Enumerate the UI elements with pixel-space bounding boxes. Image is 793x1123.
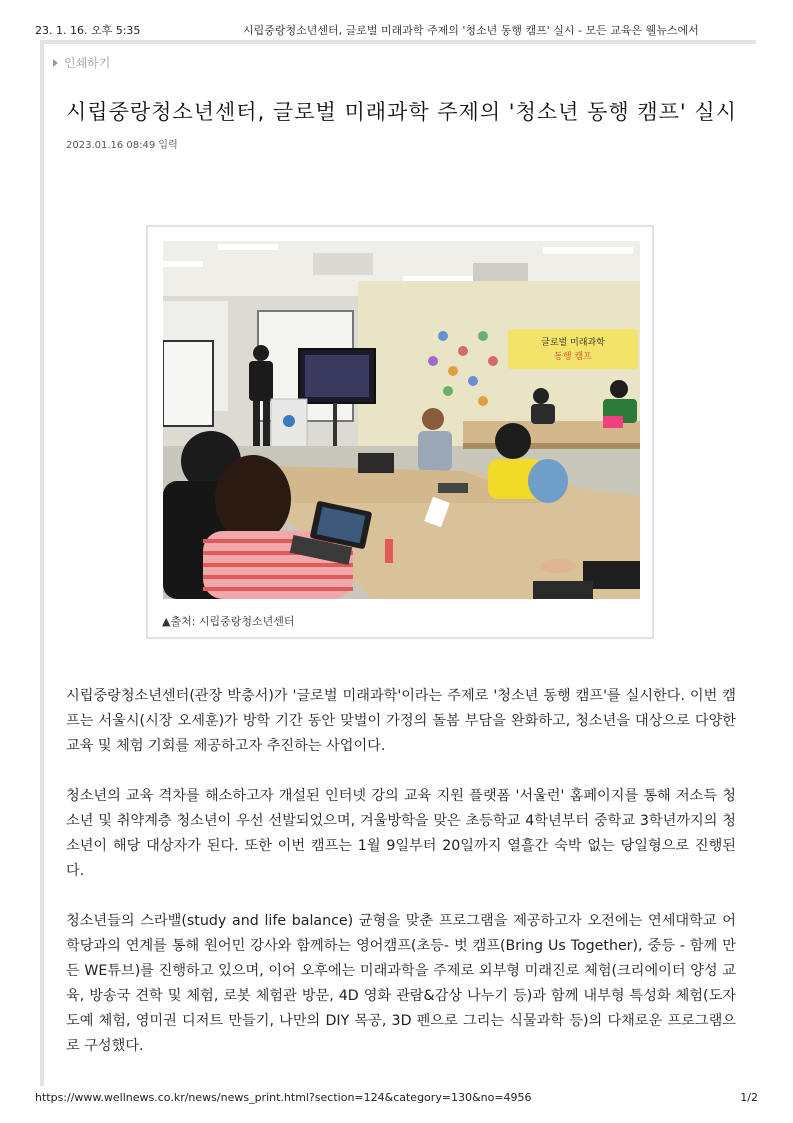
print-header [0,0,793,40]
article-body [66,684,736,1084]
article-title: 시립중랑청소년센터, 글로벌 미래과학 주제의 '청소년 동행 캠프' 실시 [66,100,737,124]
print-doc-title: 시립중랑청소년센터, 글로벌 미래과학 주제의 '청소년 동행 캠프' 실시 - 모든 교육은 웰뉴스에서 [243,24,699,37]
print-button[interactable] [53,54,110,71]
page-number: 1/2 [740,1091,758,1104]
article-photo [163,241,640,599]
photo-box [146,225,654,639]
article-paragraph: 시립중랑청소년센터(관장 박충서)가 '글로벌 미래과학'이라는 주제로 '청소년 동행 캠프'를 실시한다. 이번 캠프는 서울시(시장 오세훈)가 방학 기간 동안 맞벌이 가정의 돌봄 부담을 완화하고, 청소년을 대상으로 다양한 교육 및 체험 기회를 제공하고자 추진하는 사업이다. [66,688,736,754]
photo-caption: ▲출처: 시립중랑청소년센터 [162,615,295,628]
banner-text-1: 글로벌 미래과학 [541,338,605,348]
banner-text-2: 동행 캠프 [554,352,592,362]
article-date: 2023.01.16 08:49 입력 [66,140,178,151]
print-button-label: 인쇄하기 [64,56,111,70]
print-footer [0,1084,793,1123]
triangle-right-icon [53,59,58,67]
article-paragraph: 청소년의 교육 격차를 해소하고자 개설된 인터넷 강의 교육 지원 플랫폼 '서울런' 홈페이지를 통해 저소득 청소년 및 취약계층 청소년이 우선 선발되었으며, 겨울방학을 맞은 초등학교 4학년부터 중학교 3학년까지의 청소년이 해당 대상자가 된다. 또한 이번 캠프는 1월 9일부터 20일까지 열흘간 숙박 없는 당일형으로 진행된다. [66,788,736,879]
print-datetime: 23. 1. 16. 오후 5:35 [35,24,141,37]
print-url: https://www.wellnews.co.kr/news/news_print.html?section=124&category=130&no=4956 [35,1091,532,1104]
article-paragraph: 청소년들의 스라밸(study and life balance) 균형을 맞춘 프로그램을 제공하고자 오전에는 연세대학교 어학당과의 연계를 통해 원어민 강사와 함께하는 영어캠프(초등- 벗 캠프(Bring Us Together), 중등 - 함께 만든 WE튜브)를 진행하고 있으며, 이어 오후에는 미래과학을 주제로 외부형 미래진로 체험(크리에이터 양성 교육, 방송국 견학 및 체험, 로봇 체험관 방문, 4D 영화 관람&감상 나누기 등)과 함께 내부형 특성화 체험(도자도예 체험, 영미권 디저트 만들기, 나만의 DIY 목공, 3D 펜으로 그리는 식물과학 등)의 다채로운 프로그램으로 구성했다. [66,913,736,1054]
classroom-photo-illustration [163,241,640,599]
